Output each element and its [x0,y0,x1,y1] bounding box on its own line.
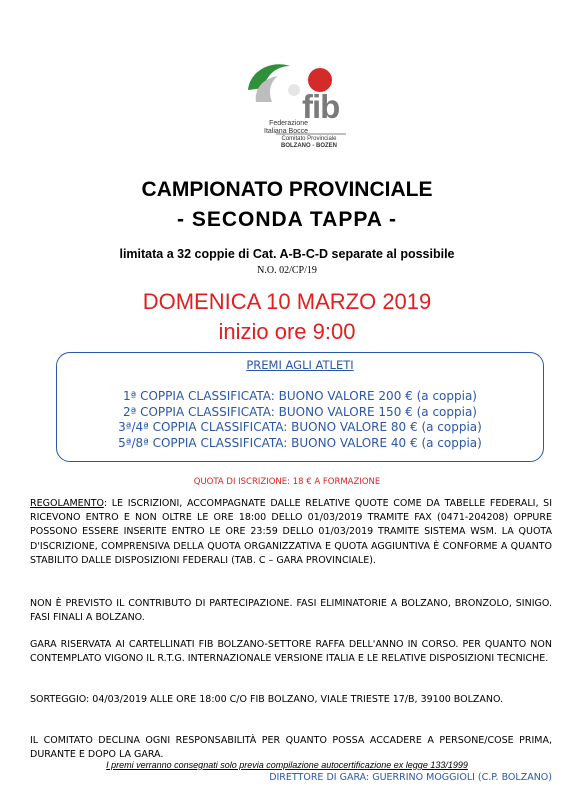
logo-wordmark: fib [302,88,340,125]
prizes-title: PREMI AGLI ATLETI [246,358,354,372]
prizes-box [56,352,544,462]
event-time: inizio ore 9:00 [218,319,356,344]
prize-item: 3ª/4ª COPPIA CLASSIFICATA: BUONO VALORE 80 € (a coppia) [118,420,482,434]
prize-item: 5ª/8ª COPPIA CLASSIFICATA: BUONO VALORE 40 € (a coppia) [118,435,482,450]
draw-paragraph: SORTEGGIO: 04/03/2019 ALLE ORE 18:00 C/O FIB BOLZANO, VIALE TRIESTE 17/B, 39100 BOLZANO. [30,694,504,705]
logo-cp-line2: BOLZANO - BOZEN [281,143,337,149]
event-date: DOMENICA 10 MARZO 2019 [142,289,432,314]
logo-fed-line1: Federazione [269,120,308,127]
prize-item: 2ª COPPIA CLASSIFICATA: BUONO VALORE 150 € (a coppia) [123,404,477,419]
fib-logo [238,58,362,156]
prizes-footnote [0,760,574,770]
registration-fee: QUOTA DI ISCRIZIONE: 18 € A FORMAZIONE [193,477,381,487]
race-director: DIRETTORE DI GARA: GUERRINO MOGGIOLI (C.P. BOLZANO) [269,772,552,783]
stage-title: - SECONDA TAPPA - [177,208,397,231]
reference-number: N.O. 02/CP/19 [257,265,317,276]
regulation-label: REGOLAMENTO [30,498,104,509]
logo-white-ball [288,84,300,96]
logo-cp-line1: Comitato Provinciale [281,136,337,142]
liability-paragraph: IL COMITATO DECLINA OGNI RESPONSABILITÀ PER QUANTO POSSA ACCADERE A PERSONE/COSE PRIMA, DURANTE E DOPO LA GARA. [30,735,552,761]
eligibility-paragraph: GARA RISERVATA AI CARTELLINATI FIB BOLZANO-SETTORE RAFFA DELL'ANNO IN CORSO. PER QUANTO NON CONTEMPLATO VIGONO IL R.T.G. INTERNAZIONALE VERSIONE ITALIA E LE RELATIVE DISPOSIZIONI TECNICHE. [30,639,552,665]
prize-item: 1ª COPPIA CLASSIFICATA: BUONO VALORE 200 € (a coppia) [123,389,477,403]
participation-paragraph: NON È PREVISTO IL CONTRIBUTO DI PARTECIPAZIONE. FASI ELIMINATORIE A BOLZANO, BRONZOLO, SINIGO. FASI FINALI A BOLZANO. [30,598,552,624]
logo-federation [250,120,308,136]
prizes-footnote-text: I premi verranno consegnati solo previa compilazione autocertificazione ex legge 133/1999 [106,760,468,770]
regulation-text: : LE ISCRIZIONI, ACCOMPAGNATE DALLE RELATIVE QUOTE COME DA TABELLE FEDERALI, SI RICEVONO ENTRO E NON OLTRE LE ORE 18:00 DELLO 01/03/2019 TRAMITE FAX (0471-204208) OPPURE POSSONO ESSERE INSERITE ENTRO LE ORE 23:59 DELLO 01/03/2019 TRAMITE SISTEMA WSM. LA QUOTA D'ISCRIZIONE, COMPRENSIVA DELLA QUOTA ORGANIZZATIVA E QUOTA AGGIUNTIVA È CONFORME A QUANTO STABILITO DALLE DISPOSIZIONI FEDERALI (TAB. C – GARA PROVINCIALE). [30,498,552,566]
logo-committee [274,136,344,150]
page-title: CAMPIONATO PROVINCIALE [141,178,433,201]
logo-fed-line2: Italiana Bocce [264,128,308,135]
subtitle: limitata a 32 coppie di Cat. A-B-C-D separate al possibile [119,247,455,261]
regulation-paragraph [30,497,552,568]
prizes-list [57,389,543,451]
